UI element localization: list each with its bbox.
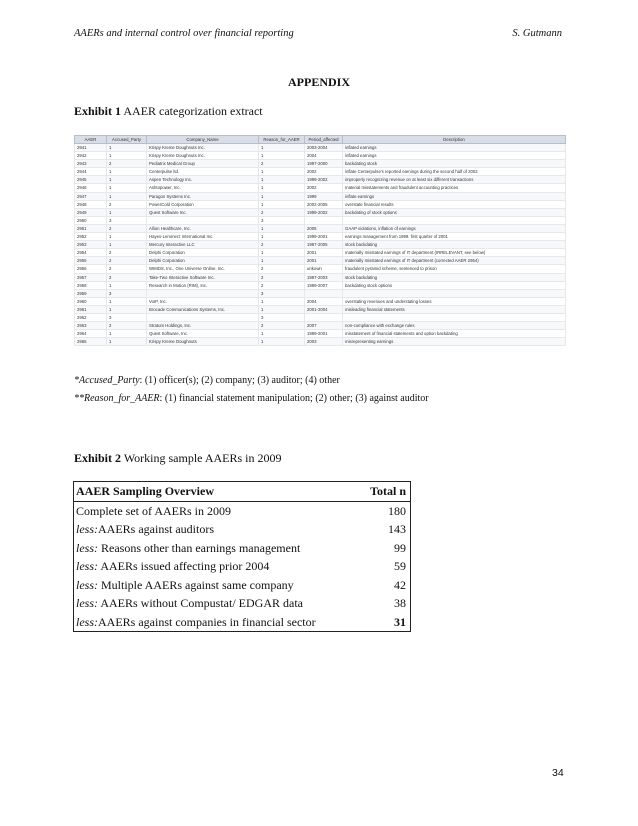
- table-cell: 1: [259, 144, 305, 152]
- sampling-header-row: [74, 482, 411, 502]
- table-cell: 2002: [305, 168, 343, 176]
- table-cell: 2956: [75, 265, 107, 273]
- page-number: 34: [552, 767, 564, 779]
- table-cell: materially misstated earnings of IT department (IRRELEVANT, see below): [343, 249, 566, 257]
- table-cell: 1997-2003: [305, 273, 343, 281]
- sampling-header-label: AAER Sampling Overview: [74, 482, 345, 502]
- table-row: [75, 160, 566, 168]
- sampling-row-label: [74, 576, 345, 595]
- sampling-row-prefix: less:: [76, 540, 98, 555]
- table-cell: PowerCold Corporation: [147, 200, 259, 208]
- table-cell: 2950: [75, 216, 107, 224]
- sampling-row-value: 59: [394, 559, 406, 573]
- table-cell: Hayes-Lemmerz International Inc.: [147, 233, 259, 241]
- table-cell: 1: [259, 330, 305, 338]
- table-cell: inflated earnings: [343, 152, 566, 160]
- table-row: [75, 200, 566, 208]
- table-cell: 1: [107, 281, 147, 289]
- table-cell: misleading financial statements: [343, 305, 566, 313]
- sampling-header-value: Total n: [344, 482, 411, 502]
- table-cell: 2: [259, 322, 305, 330]
- table-cell: 2949: [75, 208, 107, 216]
- extract-header-cell: Company_Name: [147, 136, 259, 144]
- table-cell: 2946: [75, 184, 107, 192]
- table-cell: 2005: [305, 224, 343, 232]
- sampling-row: [74, 594, 411, 613]
- table-cell: 2959: [75, 289, 107, 297]
- sampling-row-value: 31: [344, 613, 411, 632]
- table-cell: overstating revenues and understating losses: [343, 297, 566, 305]
- table-row: [75, 265, 566, 273]
- table-row: [75, 184, 566, 192]
- sampling-row-value: 42: [394, 577, 406, 592]
- table-cell: 1: [107, 184, 147, 192]
- table-row: [75, 289, 566, 297]
- table-cell: 1: [107, 330, 147, 338]
- table-row: [75, 322, 566, 330]
- exhibit-1-label: Exhibit 1: [74, 104, 122, 118]
- table-cell: [343, 313, 566, 321]
- extract-header-cell: Period_affected: [305, 136, 343, 144]
- extract-header-row: [75, 136, 566, 144]
- table-cell: 1: [259, 338, 305, 346]
- table-cell: 2: [107, 249, 147, 257]
- table-cell: Quest Software Inc.: [147, 208, 259, 216]
- sampling-row-value: 38: [394, 596, 406, 610]
- table-cell: 2963: [75, 322, 107, 330]
- table-cell: 1: [107, 233, 147, 241]
- table-cell: 1: [259, 305, 305, 313]
- table-cell: stock backdating: [343, 273, 566, 281]
- table-cell: 2941: [75, 144, 107, 152]
- sampling-overview-table: [73, 481, 411, 632]
- table-cell: 1: [107, 305, 147, 313]
- table-cell: WIMDS, Inc., One Universe Online, Inc.: [147, 265, 259, 273]
- extract-header-cell: AAER: [75, 136, 107, 144]
- table-cell: 1999-2001: [305, 233, 343, 241]
- table-cell: 1: [259, 184, 305, 192]
- table-cell: 1997-2000: [305, 160, 343, 168]
- table-cell: 1: [107, 208, 147, 216]
- table-cell: Research in Motion (RIM), Inc.: [147, 281, 259, 289]
- appendix-title: APPENDIX: [288, 75, 350, 89]
- table-cell: 1: [107, 338, 147, 346]
- sampling-row-prefix: less:: [76, 559, 98, 573]
- table-cell: [147, 216, 259, 224]
- table-cell: Delphi Corporation: [147, 249, 259, 257]
- table-row: [75, 305, 566, 313]
- sampling-row-text: AAERs issued affecting prior 2004: [98, 559, 270, 573]
- table-cell: 1: [259, 168, 305, 176]
- sampling-row: [74, 576, 411, 595]
- exhibit-1-heading: [74, 104, 263, 119]
- table-cell: 2: [259, 281, 305, 289]
- table-cell: inflate Centerpulse's reported earnings during the second half of 2002: [343, 168, 566, 176]
- table-cell: 2: [107, 273, 147, 281]
- sampling-row: [74, 501, 411, 520]
- table-cell: 2942: [75, 152, 107, 160]
- table-cell: non-compliance with exchange rules: [343, 322, 566, 330]
- table-cell: 1999: [305, 192, 343, 200]
- table-cell: 2: [259, 265, 305, 273]
- table-cell: 2007: [305, 322, 343, 330]
- table-cell: inflated earnings: [343, 144, 566, 152]
- exhibit-2-label: Exhibit 2: [74, 451, 122, 465]
- table-cell: 2: [107, 257, 147, 265]
- table-cell: Allion Healthcare, Inc.: [147, 224, 259, 232]
- sampling-row-prefix: less:: [76, 596, 98, 610]
- table-cell: 1999-2007: [305, 281, 343, 289]
- table-cell: 1: [107, 152, 147, 160]
- table-row: [75, 241, 566, 249]
- exhibit-2-heading: [74, 451, 282, 466]
- sampling-row-value: 99: [394, 540, 406, 555]
- table-cell: 2962: [75, 313, 107, 321]
- table-cell: Brocade Communications Systems, Inc.: [147, 305, 259, 313]
- extract-header-cell: Accused_Party: [107, 136, 147, 144]
- table-cell: 1: [107, 297, 147, 305]
- table-cell: 1999-2001: [305, 330, 343, 338]
- table-row: [75, 249, 566, 257]
- table-cell: 2: [259, 208, 305, 216]
- table-cell: Krispy Kreme Doughnuts Inc.: [147, 152, 259, 160]
- running-header-title: AAERs and internal control over financial reporting: [74, 28, 294, 39]
- table-cell: 2003-2004: [305, 144, 343, 152]
- table-cell: 2: [107, 160, 147, 168]
- sampling-row-text: Complete set of AAERs in 2009: [76, 503, 231, 518]
- sampling-row-prefix: less:: [76, 577, 98, 592]
- table-cell: 3: [259, 313, 305, 321]
- table-cell: 2001-2004: [305, 305, 343, 313]
- table-cell: Centerpulse ltd.: [147, 168, 259, 176]
- table-cell: 2004: [305, 297, 343, 305]
- table-cell: 2: [259, 273, 305, 281]
- sampling-row-label: [74, 594, 345, 613]
- table-row: [75, 330, 566, 338]
- table-cell: backdating stock: [343, 160, 566, 168]
- table-cell: 2955: [75, 257, 107, 265]
- table-cell: 2954: [75, 249, 107, 257]
- table-cell: 1: [259, 249, 305, 257]
- table-cell: 2002: [305, 184, 343, 192]
- table-cell: 2947: [75, 192, 107, 200]
- table-cell: 2: [259, 160, 305, 168]
- sampling-row-prefix: less:: [76, 614, 98, 629]
- table-cell: 2964: [75, 330, 107, 338]
- table-cell: 3: [107, 289, 147, 297]
- table-cell: 1: [107, 192, 147, 200]
- table-row: [75, 144, 566, 152]
- table-cell: 2001: [305, 257, 343, 265]
- sampling-row: [74, 613, 411, 632]
- note-2-term: **Reason_for_AAER: [74, 393, 160, 404]
- table-row: [75, 216, 566, 224]
- running-header-author: S. Gutmann: [512, 28, 562, 39]
- table-cell: 1999-2002: [305, 208, 343, 216]
- table-cell: Krispy Kreme Doughnuts: [147, 338, 259, 346]
- note-reason: [74, 393, 429, 404]
- sampling-row-label: [74, 501, 345, 520]
- table-row: [75, 338, 566, 346]
- table-cell: materially misstated earnings of IT department (corrected AAER 2954): [343, 257, 566, 265]
- table-cell: 2003: [305, 338, 343, 346]
- table-cell: 1: [259, 192, 305, 200]
- table-cell: 1: [259, 257, 305, 265]
- table-cell: 3: [107, 216, 147, 224]
- note-1-term: *Accused_Party: [74, 375, 140, 386]
- table-row: [75, 273, 566, 281]
- table-cell: Aspen Technology Inc.: [147, 176, 259, 184]
- table-cell: Delphi Corporation: [147, 257, 259, 265]
- note-1-text: : (1) officer(s); (2) company; (3) auditor; (4) other: [139, 375, 340, 386]
- table-row: [75, 176, 566, 184]
- aaer-extract-table: [74, 135, 566, 346]
- table-cell: misrepresenting earnings: [343, 338, 566, 346]
- table-cell: material misstatements and fraudulent accounting practices: [343, 184, 566, 192]
- sampling-row: [74, 557, 411, 576]
- table-cell: 1: [107, 144, 147, 152]
- table-cell: 2: [107, 265, 147, 273]
- table-cell: unkown: [305, 265, 343, 273]
- sampling-row-value: 143: [388, 522, 406, 536]
- table-cell: 2951: [75, 224, 107, 232]
- table-cell: 2001: [305, 249, 343, 257]
- sampling-row-value: 180: [388, 503, 406, 518]
- table-cell: 1: [259, 297, 305, 305]
- sampling-row-text: AAERs against companies in financial sector: [98, 614, 316, 629]
- table-cell: Krispy Kreme Doughnuts Inc.: [147, 144, 259, 152]
- table-cell: fraudulent pyramid scheme, sentenced to prison: [343, 265, 566, 273]
- table-cell: 1: [107, 241, 147, 249]
- table-row: [75, 192, 566, 200]
- sampling-row: [74, 520, 411, 539]
- table-cell: 2: [107, 200, 147, 208]
- table-row: [75, 281, 566, 289]
- table-cell: inflate earnings: [343, 192, 566, 200]
- table-row: [75, 257, 566, 265]
- table-cell: 2961: [75, 305, 107, 313]
- table-cell: [305, 289, 343, 297]
- table-cell: VoIP, Inc.: [147, 297, 259, 305]
- table-cell: 1: [259, 233, 305, 241]
- table-cell: backdating stock options: [343, 281, 566, 289]
- sampling-row-text: Multiple AAERs against same company: [98, 577, 294, 592]
- table-row: [75, 297, 566, 305]
- table-cell: Ashtopower, Inc.: [147, 184, 259, 192]
- note-2-text: : (1) financial statement manipulation; (2) other; (3) against auditor: [159, 393, 429, 404]
- sampling-row-label: [74, 539, 345, 558]
- table-cell: Mercury Interactive LLC: [147, 241, 259, 249]
- table-cell: Stratum Holdings, Inc.: [147, 322, 259, 330]
- table-cell: 1997-2005: [305, 241, 343, 249]
- table-cell: 2: [107, 322, 147, 330]
- table-cell: 2944: [75, 168, 107, 176]
- table-cell: 2953: [75, 241, 107, 249]
- table-cell: 2952: [75, 233, 107, 241]
- table-cell: 2: [259, 241, 305, 249]
- table-cell: [343, 289, 566, 297]
- table-cell: 2965: [75, 338, 107, 346]
- table-cell: improperly recognizing revenue on at least six different transactions: [343, 176, 566, 184]
- table-row: [75, 224, 566, 232]
- exhibit-2-caption: Working sample AAERs in 2009: [123, 451, 282, 465]
- exhibit-1-caption: AAER categorization extract: [123, 104, 263, 118]
- table-cell: [147, 289, 259, 297]
- extract-header-cell: Reason_for_AAER: [259, 136, 305, 144]
- table-cell: 2948: [75, 200, 107, 208]
- table-cell: Quest Software, Inc.: [147, 330, 259, 338]
- table-cell: Take-Two Interactive Software Inc.: [147, 273, 259, 281]
- extract-header-cell: Description: [343, 136, 566, 144]
- sampling-row-text: AAERs without Compustat/ EDGAR data: [98, 596, 303, 610]
- table-cell: 1: [259, 176, 305, 184]
- sampling-row-label: [74, 613, 345, 632]
- table-row: [75, 208, 566, 216]
- table-cell: 1: [107, 168, 147, 176]
- table-cell: 2960: [75, 297, 107, 305]
- table-cell: Paragon Systems Inc.: [147, 192, 259, 200]
- sampling-row-label: [74, 520, 345, 539]
- table-cell: 2004: [305, 152, 343, 160]
- table-cell: GAAP violations, inflation of earnings: [343, 224, 566, 232]
- table-cell: 2943: [75, 160, 107, 168]
- table-cell: 1: [259, 200, 305, 208]
- table-cell: 3: [259, 216, 305, 224]
- table-row: [75, 168, 566, 176]
- table-cell: stock backdating: [343, 241, 566, 249]
- table-cell: 2945: [75, 176, 107, 184]
- table-cell: 3: [107, 313, 147, 321]
- table-cell: 1: [107, 176, 147, 184]
- table-cell: 2002-2005: [305, 200, 343, 208]
- sampling-row-text: AAERs against auditors: [98, 522, 214, 536]
- table-cell: backdating of stock options: [343, 208, 566, 216]
- table-cell: Pediatrix Medical Group: [147, 160, 259, 168]
- sampling-row-prefix: less:: [76, 522, 98, 536]
- sampling-row-label: [74, 557, 345, 576]
- table-cell: 3: [259, 289, 305, 297]
- note-accused-party: [74, 375, 340, 386]
- table-cell: [305, 216, 343, 224]
- table-row: [75, 233, 566, 241]
- table-cell: 2958: [75, 281, 107, 289]
- aaer-extract-image: [74, 135, 566, 346]
- table-cell: 1: [259, 152, 305, 160]
- sampling-row-text: Reasons other than earnings management: [98, 540, 301, 555]
- table-cell: 1999-2002: [305, 176, 343, 184]
- table-row: [75, 152, 566, 160]
- table-cell: 2: [107, 224, 147, 232]
- table-cell: [147, 313, 259, 321]
- sampling-row: [74, 539, 411, 558]
- table-cell: misstatement of financial statements and option backdating: [343, 330, 566, 338]
- table-cell: [343, 216, 566, 224]
- table-cell: 2957: [75, 273, 107, 281]
- table-cell: earnings management from 1999. first quarter of 2001: [343, 233, 566, 241]
- table-cell: overstate financial results: [343, 200, 566, 208]
- extract-body: [75, 144, 566, 346]
- table-row: [75, 313, 566, 321]
- table-cell: [305, 313, 343, 321]
- table-cell: 1: [259, 224, 305, 232]
